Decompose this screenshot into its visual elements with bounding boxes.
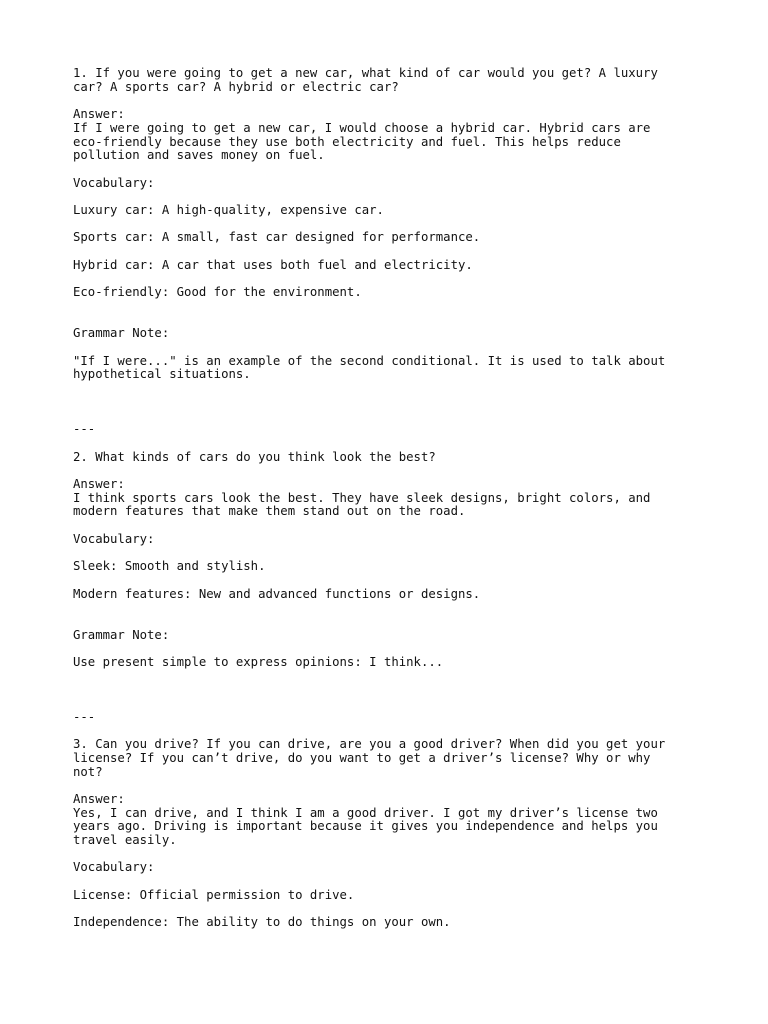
question-2: 2. What kinds of cars do you think look the best? [73,449,436,464]
vocab-item: Sleek: Smooth and stylish. [73,559,266,574]
vocab-item: Sports car: A small, fast car designed for performance. [73,230,481,245]
question-1: 1. If you were going to get a new car, what kind of car would you get? A luxury car? A sports car? A hybrid or electric car? [73,66,658,94]
vocab-item: Modern features: New and advanced functions or designs. [73,586,481,601]
vocab-item: Independence: The ability to do things on your own. [73,915,451,930]
section-separator: --- [73,709,96,724]
grammar-note-1: "If I were..." is an example of the second conditional. It is used to talk about hypothetical situations. [73,353,666,382]
vocabulary-label-2: Vocabulary: [73,531,155,546]
vocab-item: License: Official permission to drive. [73,887,355,902]
vocab-item: Eco-friendly: Good for the environment. [73,285,362,300]
vocabulary-label-1: Vocabulary: [73,175,155,190]
vocab-item: Hybrid car: A car that uses both fuel and electricity. [73,257,473,272]
answer-label-1: Answer: [73,107,125,122]
answer-2: I think sports cars look the best. They have sleek designs, bright colors, and modern features that make them stand out on the road. [73,490,651,519]
document-page [73,67,713,930]
vocab-item: Luxury car: A high-quality, expensive car. [73,202,384,217]
answer-label-3: Answer: [73,791,125,806]
answer-3: Yes, I can drive, and I think I am a good driver. I got my driver’s license two years ago. Driving is important because it gives you independence and helps you travel easily. [73,805,658,848]
answer-1: If I were going to get a new car, I would choose a hybrid car. Hybrid cars are eco-friendly because they use both electricity and fuel. This helps reduce pollution and saves money on fuel. [73,120,651,163]
grammar-note-2: Use present simple to express opinions: I think... [73,654,444,669]
vocabulary-label-3: Vocabulary: [73,860,155,875]
answer-label-2: Answer: [73,476,125,491]
grammar-label-1: Grammar Note: [73,326,170,341]
section-separator: --- [73,422,96,437]
question-3: 3. Can you drive? If you can drive, are you a good driver? When did you get your license? If you can’t drive, do you want to get a driver’s license? Why or why not? [73,737,666,779]
grammar-label-2: Grammar Note: [73,627,170,642]
